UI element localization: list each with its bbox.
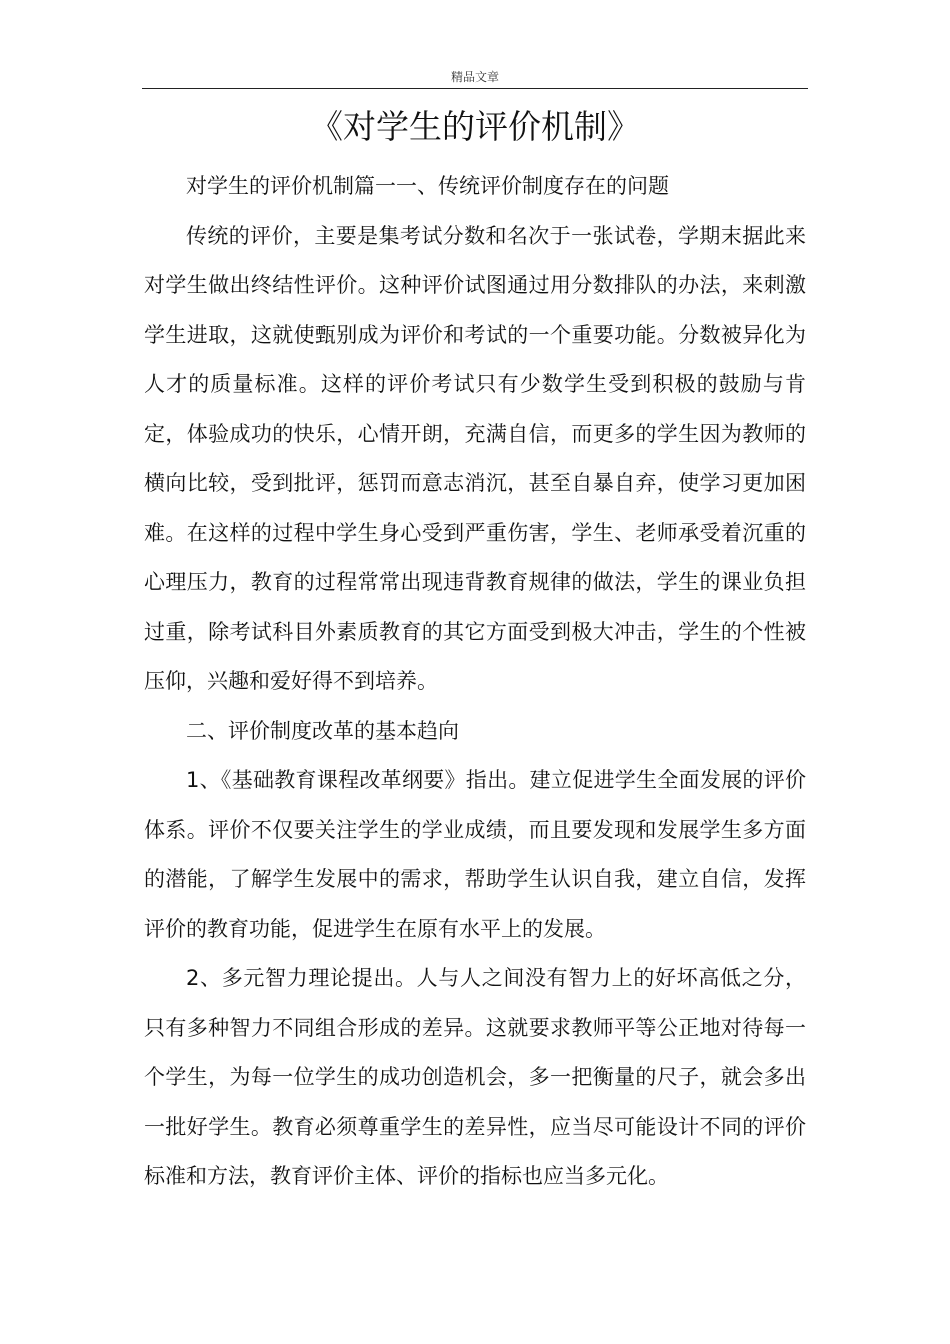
paragraph-section-one-heading: 对学生的评价机制篇一一、传统评价制度存在的问题 bbox=[186, 174, 669, 198]
paragraph-multiple-intelligences: 2、多元智力理论提出。人与人之间没有智力上的好坏高低之分，只有多种智力不同组合形成的差异。这就要求教师平等公正地对待每一个学生，为每一位学生的成功创造机会，多一把衡量的尺子，就会多出一批好学生。教育必须尊重学生的差异性，应当尽可能设计不同的评价标准和方法，教育评价主体、评价的指标也应当多元化。 bbox=[144, 966, 806, 1188]
paragraph-traditional-evaluation: 传统的评价，主要是集考试分数和名次于一张试卷，学期末据此来对学生做出终结性评价。这种评价试图通过用分数排队的办法，来刺激学生进取，这就使甄别成为评价和考试的一个重要功能。分数被异化为人才的质量标准。这样的评价考试只有少数学生受到积极的鼓励与肯定，体验成功的快乐，心情开朗，充满自信，而更多的学生因为教师的横向比较，受到批评，惩罚而意志消沉，甚至自暴自弃，使学习更加困难。在这样的过程中学生身心受到严重伤害，学生、老师承受着沉重的心理压力，教育的过程常常出现违背教育规律的做法，学生的课业负担过重，除考试科目外素质教育的其它方面受到极大冲击，学生的个性被压仰，兴趣和爱好得不到培养。 bbox=[144, 223, 806, 693]
paragraph-curriculum-reform: 1、《基础教育课程改革纲要》指出。建立促进学生全面发展的评价体系。评价不仅要关注学生的学业成绩，而且要发现和发展学生多方面的潜能，了解学生发展中的需求，帮助学生认识自我，建立自信，发挥评价的教育功能，促进学生在原有水平上的发展。 bbox=[144, 768, 806, 941]
header-divider bbox=[142, 88, 808, 89]
page-header-text: 精品文章 bbox=[450, 70, 499, 84]
document-title: 《对学生的评价机制》 bbox=[310, 107, 640, 146]
paragraph-section-two-heading: 二、评价制度改革的基本趋向 bbox=[186, 718, 459, 743]
document-body bbox=[144, 162, 806, 1202]
